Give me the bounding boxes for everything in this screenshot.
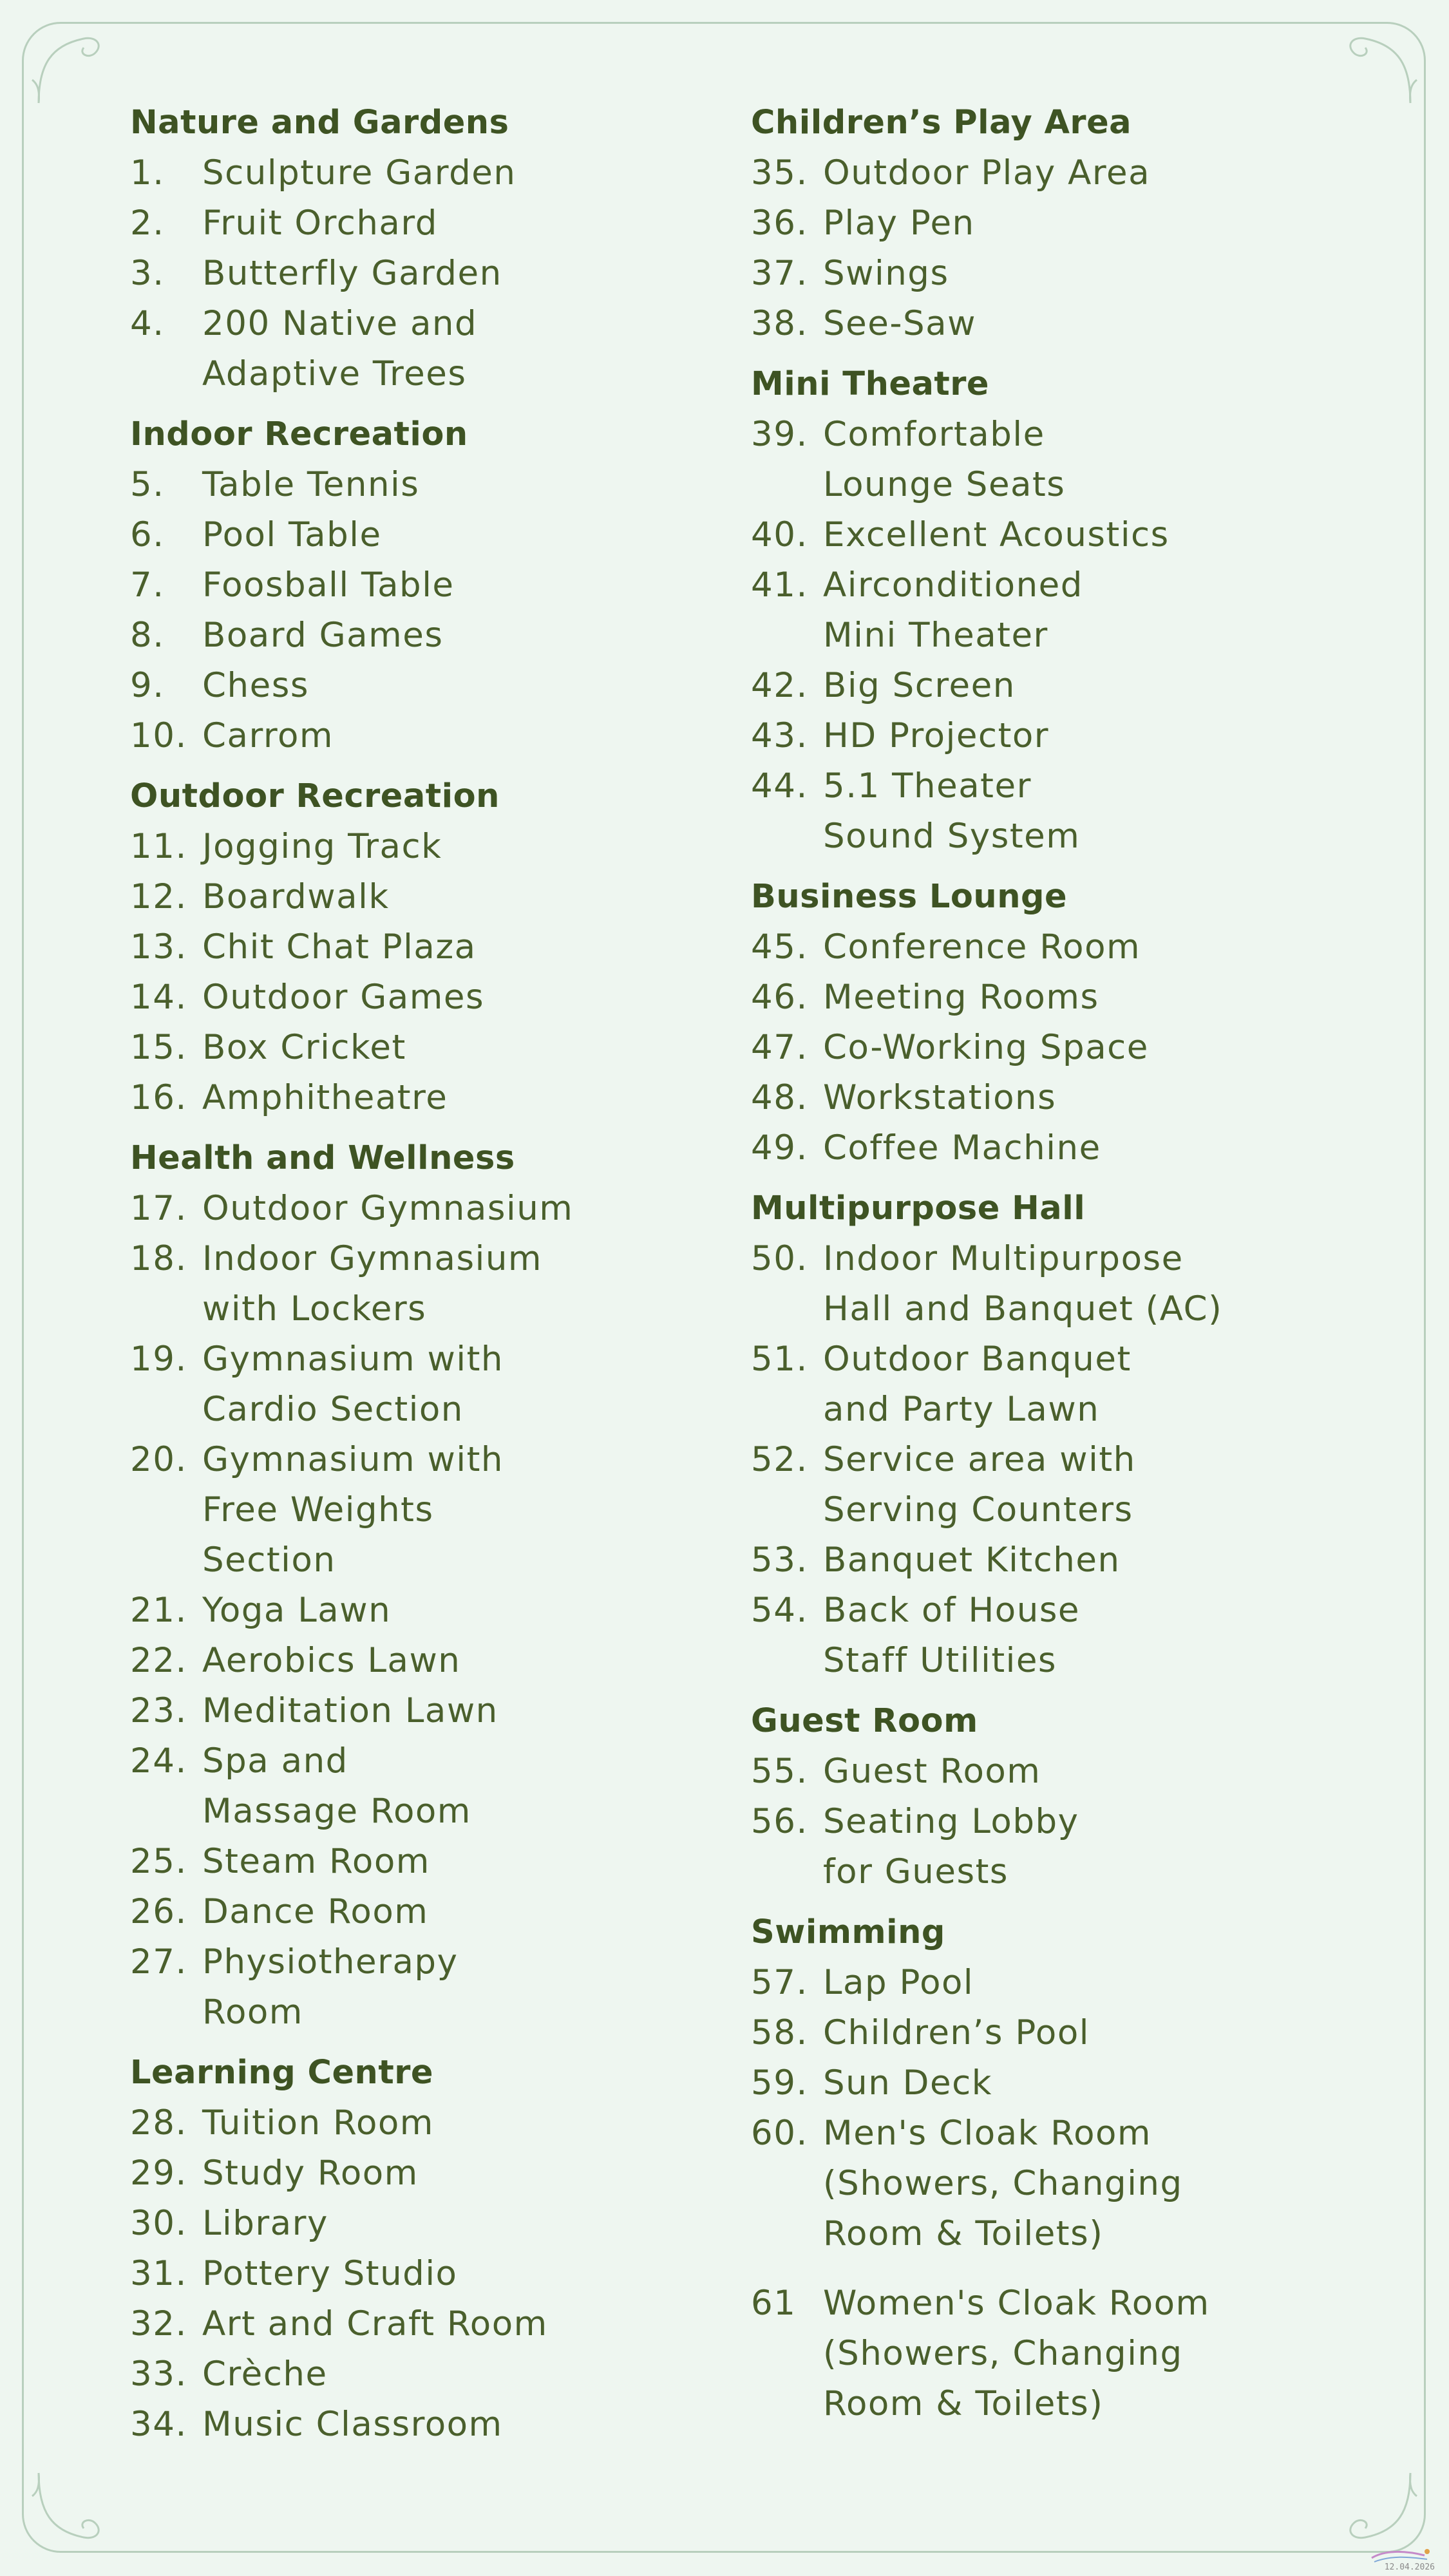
- item-number: 10.: [130, 716, 187, 755]
- item-label-line: Fruit Orchard: [202, 204, 438, 243]
- item-label: [202, 1234, 710, 1334]
- item-number: 59.: [751, 2063, 808, 2103]
- amenity-section: [751, 1908, 1395, 2429]
- item-label: [823, 1958, 1395, 2008]
- section-title: Business Lounge: [751, 878, 1068, 916]
- item-label: [823, 661, 1395, 711]
- list-item: [751, 510, 1395, 560]
- item-number: 22.: [130, 1641, 187, 1680]
- item-label-line: Table Tennis: [202, 465, 420, 504]
- item-label-line: Serving Counters: [823, 1490, 1133, 1530]
- list-item: [130, 510, 710, 560]
- item-number: 54.: [751, 1591, 808, 1630]
- item-label-line: Room & Toilets): [823, 2384, 1104, 2423]
- list-item: [130, 1334, 710, 1435]
- list-item: [751, 1586, 1395, 1686]
- section-title: Learning Centre: [130, 2054, 433, 2092]
- item-number: 1.: [130, 153, 165, 193]
- item-label-line: Outdoor Play Area: [823, 153, 1151, 193]
- list-item: [751, 1023, 1395, 1073]
- item-number: 53.: [751, 1540, 808, 1580]
- list-item: [130, 1435, 710, 1586]
- list-item: [751, 1234, 1395, 1334]
- item-number: 47.: [751, 1028, 808, 1067]
- item-number: 57.: [751, 1963, 808, 2002]
- item-number: 32.: [130, 2304, 187, 2344]
- item-label: [202, 148, 710, 198]
- item-label-line: Outdoor Games: [202, 978, 485, 1017]
- item-number: 50.: [751, 1239, 808, 1278]
- item-label: [823, 2278, 1395, 2429]
- item-label: [202, 611, 710, 661]
- item-label: [202, 2098, 710, 2148]
- item-label: [823, 2058, 1395, 2108]
- item-label: [202, 299, 710, 399]
- item-number: 43.: [751, 716, 808, 755]
- item-label: [202, 2400, 710, 2450]
- item-label-line: Sound System: [823, 817, 1081, 856]
- item-label-line: Play Pen: [823, 204, 975, 243]
- item-label: [202, 1887, 710, 1937]
- list-item: [130, 922, 710, 972]
- list-item: [130, 198, 710, 249]
- item-label-line: with Lockers: [202, 1289, 427, 1329]
- item-number: 7.: [130, 565, 165, 605]
- item-label-line: Pottery Studio: [202, 2254, 458, 2293]
- item-number: 24.: [130, 1741, 187, 1781]
- list-item: [751, 1797, 1395, 1897]
- item-number: 28.: [130, 2103, 187, 2143]
- item-label: [202, 1937, 710, 2038]
- item-number: 23.: [130, 1691, 187, 1730]
- item-label-line: Boardwalk: [202, 877, 390, 916]
- item-label: [823, 249, 1395, 299]
- item-number: 58.: [751, 2013, 808, 2052]
- item-number: 48.: [751, 1078, 808, 1117]
- item-label-line: Gymnasium with: [202, 1340, 504, 1379]
- item-number: 38.: [751, 304, 808, 343]
- item-label: [202, 1184, 710, 1234]
- item-number: 33.: [130, 2354, 187, 2394]
- list-item: [751, 1747, 1395, 1797]
- item-number: 9.: [130, 666, 165, 705]
- list-item: [130, 560, 710, 611]
- amenity-section: [751, 98, 1395, 349]
- item-label: [823, 1334, 1395, 1435]
- item-number: 35.: [751, 153, 808, 193]
- item-number: 45.: [751, 927, 808, 967]
- item-number: 55.: [751, 1752, 808, 1791]
- item-label: [823, 1123, 1395, 1173]
- list-item: [130, 711, 710, 761]
- list-item: [751, 2108, 1395, 2259]
- item-number: 37.: [751, 254, 808, 293]
- item-label-line: Comfortable: [823, 415, 1045, 454]
- item-label-line: Chess: [202, 666, 309, 705]
- item-number: 29.: [130, 2154, 187, 2193]
- item-label-line: Spa and: [202, 1741, 348, 1781]
- item-label-line: Indoor Gymnasium: [202, 1239, 543, 1278]
- item-label-line: Airconditioned: [823, 565, 1083, 605]
- corner-ornament-icon: [1333, 2460, 1423, 2550]
- item-label-line: Section: [202, 1540, 336, 1580]
- item-label-line: Carrom: [202, 716, 334, 755]
- item-label: [823, 299, 1395, 349]
- amenity-section: [130, 2048, 710, 2450]
- item-number: 60.: [751, 2114, 808, 2153]
- list-item: [130, 2199, 710, 2249]
- item-number: 26.: [130, 1892, 187, 1931]
- item-label-line: Aerobics Lawn: [202, 1641, 461, 1680]
- item-label-line: Co-Working Space: [823, 1028, 1149, 1067]
- amenity-section: [130, 1133, 710, 2038]
- item-label-line: Jogging Track: [202, 827, 442, 866]
- item-label-line: Dance Room: [202, 1892, 429, 1931]
- item-label: [823, 1234, 1395, 1334]
- item-label-line: Outdoor Gymnasium: [202, 1189, 574, 1228]
- item-number: 4.: [130, 304, 165, 343]
- item-label: [823, 972, 1395, 1023]
- item-label: [823, 1586, 1395, 1686]
- item-label: [202, 198, 710, 249]
- amenity-section: [130, 410, 710, 761]
- item-number: 46.: [751, 978, 808, 1017]
- item-number: 56.: [751, 1802, 808, 1841]
- item-label: [202, 249, 710, 299]
- item-number: 51.: [751, 1340, 808, 1379]
- list-item: [130, 661, 710, 711]
- item-number: 36.: [751, 204, 808, 243]
- item-number: 30.: [130, 2204, 187, 2243]
- item-label-line: and Party Lawn: [823, 1390, 1100, 1429]
- item-number: 19.: [130, 1340, 187, 1379]
- section-title: Multipurpose Hall: [751, 1189, 1086, 1227]
- list-item: [130, 1586, 710, 1636]
- list-item: [751, 410, 1395, 510]
- item-number: 2.: [130, 204, 165, 243]
- amenity-section: [751, 872, 1395, 1173]
- list-item: [751, 1073, 1395, 1123]
- list-item: [130, 1887, 710, 1937]
- list-item: [130, 2299, 710, 2349]
- item-number: 31.: [130, 2254, 187, 2293]
- section-title: Guest Room: [751, 1702, 978, 1740]
- item-label-line: Crèche: [202, 2354, 328, 2394]
- list-item: [130, 972, 710, 1023]
- item-number: 52.: [751, 1440, 808, 1479]
- item-label: [823, 148, 1395, 198]
- item-label: [823, 1747, 1395, 1797]
- amenities-left-column: [130, 98, 710, 2460]
- item-label-line: Children’s Pool: [823, 2013, 1090, 2052]
- list-item: [751, 972, 1395, 1023]
- item-label: [202, 822, 710, 872]
- item-label-line: Box Cricket: [202, 1028, 406, 1067]
- list-item: [751, 1958, 1395, 2008]
- item-number: 11.: [130, 827, 187, 866]
- item-label-line: Adaptive Trees: [202, 354, 467, 393]
- item-label-line: Sculpture Garden: [202, 153, 516, 193]
- list-item: [751, 922, 1395, 972]
- item-label-line: Physiotherapy: [202, 1942, 459, 1982]
- list-item: [130, 1736, 710, 1837]
- item-number: 13.: [130, 927, 187, 967]
- item-number: 17.: [130, 1189, 187, 1228]
- list-item: [130, 1234, 710, 1334]
- section-title: Mini Theatre: [751, 365, 989, 403]
- item-label-line: (Showers, Changing: [823, 2334, 1183, 2373]
- list-item: [130, 1837, 710, 1887]
- item-label-line: Butterfly Garden: [202, 254, 502, 293]
- item-number: 39.: [751, 415, 808, 454]
- item-label-line: Yoga Lawn: [202, 1591, 392, 1630]
- item-label-line: Gymnasium with: [202, 1440, 504, 1479]
- list-item: [751, 560, 1395, 661]
- item-label: [823, 711, 1395, 761]
- item-label-line: Meeting Rooms: [823, 978, 1099, 1017]
- item-label: [823, 1435, 1395, 1535]
- item-label: [823, 1023, 1395, 1073]
- section-title: Indoor Recreation: [130, 415, 468, 453]
- item-label-line: Hall and Banquet (AC): [823, 1289, 1223, 1329]
- item-number: 25.: [130, 1842, 187, 1881]
- item-label: [202, 2148, 710, 2199]
- item-label-line: Music Classroom: [202, 2405, 503, 2444]
- list-item: [130, 822, 710, 872]
- item-label: [823, 1535, 1395, 1586]
- list-item: [751, 661, 1395, 711]
- item-number: 6.: [130, 515, 165, 554]
- list-item: [130, 1023, 710, 1073]
- item-label-line: Board Games: [202, 616, 444, 655]
- item-label: [202, 1636, 710, 1686]
- item-label-line: Outdoor Banquet: [823, 1340, 1132, 1379]
- item-label-line: Chit Chat Plaza: [202, 927, 477, 967]
- list-item: [130, 2349, 710, 2400]
- item-label-line: Sun Deck: [823, 2063, 992, 2103]
- item-label: [823, 410, 1395, 510]
- list-item: [751, 1435, 1395, 1535]
- list-item: [130, 460, 710, 510]
- item-number: 15.: [130, 1028, 187, 1067]
- item-label: [202, 560, 710, 611]
- item-label-line: Swings: [823, 254, 949, 293]
- item-label-line: Men's Cloak Room: [823, 2114, 1152, 2153]
- item-label-line: (Showers, Changing: [823, 2164, 1183, 2203]
- item-label: [202, 1023, 710, 1073]
- item-label: [823, 198, 1395, 249]
- item-label: [202, 1837, 710, 1887]
- item-label: [202, 1435, 710, 1586]
- item-label: [823, 1797, 1395, 1897]
- item-label-line: Indoor Multipurpose: [823, 1239, 1184, 1278]
- list-item: [751, 249, 1395, 299]
- item-label-line: Women's Cloak Room: [823, 2284, 1210, 2323]
- list-item: [130, 872, 710, 922]
- item-label-line: Coffee Machine: [823, 1128, 1101, 1168]
- item-label: [202, 711, 710, 761]
- item-label: [202, 1736, 710, 1837]
- amenity-section: [130, 98, 710, 399]
- item-label-line: Study Room: [202, 2154, 419, 2193]
- item-label-line: Room: [202, 1993, 303, 2032]
- item-number: 20.: [130, 1440, 187, 1479]
- item-number: 8.: [130, 616, 165, 655]
- item-label-line: Massage Room: [202, 1792, 471, 1831]
- section-title: Outdoor Recreation: [130, 777, 500, 815]
- list-item: [751, 299, 1395, 349]
- item-label-line: Cardio Section: [202, 1390, 464, 1429]
- item-label: [202, 1686, 710, 1736]
- item-label: [823, 560, 1395, 661]
- item-label-line: Seating Lobby: [823, 1802, 1079, 1841]
- item-label-line: Library: [202, 2204, 328, 2243]
- amenity-section: [751, 359, 1395, 862]
- item-label: [202, 2249, 710, 2299]
- item-label-line: Meditation Lawn: [202, 1691, 498, 1730]
- section-title: Swimming: [751, 1913, 945, 1951]
- list-item: [751, 1123, 1395, 1173]
- item-label: [202, 661, 710, 711]
- item-label-line: Steam Room: [202, 1842, 430, 1881]
- item-label: [202, 872, 710, 922]
- list-item: [130, 1686, 710, 1736]
- section-title: Children’s Play Area: [751, 104, 1132, 142]
- item-number: 61: [751, 2284, 797, 2323]
- item-label: [202, 510, 710, 560]
- list-item: [130, 2098, 710, 2148]
- item-label-line: Foosball Table: [202, 565, 455, 605]
- item-label: [823, 2008, 1395, 2058]
- item-label-line: Room & Toilets): [823, 2214, 1104, 2253]
- item-label: [202, 2199, 710, 2249]
- item-number: 14.: [130, 978, 187, 1017]
- item-label: [823, 761, 1395, 862]
- item-label-line: Staff Utilities: [823, 1641, 1057, 1680]
- item-number: 44.: [751, 766, 808, 806]
- item-label-line: Guest Room: [823, 1752, 1041, 1791]
- item-label-line: Mini Theater: [823, 616, 1048, 655]
- item-number: 49.: [751, 1128, 808, 1168]
- item-label-line: Lounge Seats: [823, 465, 1066, 504]
- corner-ornament-icon: [26, 26, 116, 116]
- list-item: [751, 711, 1395, 761]
- item-label-line: Banquet Kitchen: [823, 1540, 1121, 1580]
- item-label: [823, 922, 1395, 972]
- list-item: [130, 1073, 710, 1123]
- list-item: [751, 1334, 1395, 1435]
- item-number: 18.: [130, 1239, 187, 1278]
- item-label-line: for Guests: [823, 1852, 1009, 1891]
- list-item: [130, 148, 710, 198]
- item-number: 5.: [130, 465, 165, 504]
- corner-ornament-icon: [26, 2460, 116, 2550]
- list-item: [130, 2148, 710, 2199]
- amenities-right-column: [751, 98, 1395, 2439]
- section-title: Nature and Gardens: [130, 104, 509, 142]
- list-item: [130, 611, 710, 661]
- item-label: [202, 1073, 710, 1123]
- item-label-line: Art and Craft Room: [202, 2304, 548, 2344]
- item-label-line: Back of House: [823, 1591, 1081, 1630]
- item-label-line: Conference Room: [823, 927, 1141, 967]
- amenity-section: [751, 1696, 1395, 1897]
- list-item: [130, 1937, 710, 2038]
- item-label-line: Amphitheatre: [202, 1078, 448, 1117]
- list-item: [751, 2058, 1395, 2108]
- list-item: [130, 2249, 710, 2299]
- item-label-line: 5.1 Theater: [823, 766, 1032, 806]
- item-label: [823, 510, 1395, 560]
- list-item: [130, 1636, 710, 1686]
- section-title: Health and Wellness: [130, 1139, 515, 1177]
- item-label: [823, 2108, 1395, 2259]
- item-number: 3.: [130, 254, 165, 293]
- item-label-line: Lap Pool: [823, 1963, 974, 2002]
- item-number: 16.: [130, 1078, 187, 1117]
- item-label: [202, 2299, 710, 2349]
- list-item: [751, 1535, 1395, 1586]
- item-label-line: Free Weights: [202, 1490, 434, 1530]
- item-number: 41.: [751, 565, 808, 605]
- list-item: [751, 761, 1395, 862]
- item-number: 21.: [130, 1591, 187, 1630]
- item-label: [202, 2349, 710, 2400]
- item-label: [202, 1586, 710, 1636]
- item-label-line: HD Projector: [823, 716, 1050, 755]
- item-number: 42.: [751, 666, 808, 705]
- date-stamp: 12.04.2026: [1384, 2562, 1435, 2572]
- item-label-line: Workstations: [823, 1078, 1057, 1117]
- item-number: 12.: [130, 877, 187, 916]
- item-label-line: Pool Table: [202, 515, 382, 554]
- item-label: [202, 972, 710, 1023]
- amenity-section: [130, 772, 710, 1123]
- item-label: [823, 1073, 1395, 1123]
- list-item: [130, 2400, 710, 2450]
- list-item: [130, 299, 710, 399]
- list-item: [751, 198, 1395, 249]
- item-number: 27.: [130, 1942, 187, 1982]
- item-label-line: Tuition Room: [202, 2103, 434, 2143]
- item-number: 34.: [130, 2405, 187, 2444]
- item-label-line: See-Saw: [823, 304, 976, 343]
- list-item: [751, 148, 1395, 198]
- item-label-line: Service area with: [823, 1440, 1136, 1479]
- item-label: [202, 922, 710, 972]
- item-label: [202, 460, 710, 510]
- list-item: [751, 2278, 1395, 2429]
- list-item: [130, 1184, 710, 1234]
- list-item: [130, 249, 710, 299]
- amenity-section: [751, 1184, 1395, 1686]
- item-label-line: Excellent Acoustics: [823, 515, 1170, 554]
- list-item: [751, 2008, 1395, 2058]
- item-label-line: Big Screen: [823, 666, 1016, 705]
- item-label: [202, 1334, 710, 1435]
- item-label-line: 200 Native and: [202, 304, 478, 343]
- item-number: 40.: [751, 515, 808, 554]
